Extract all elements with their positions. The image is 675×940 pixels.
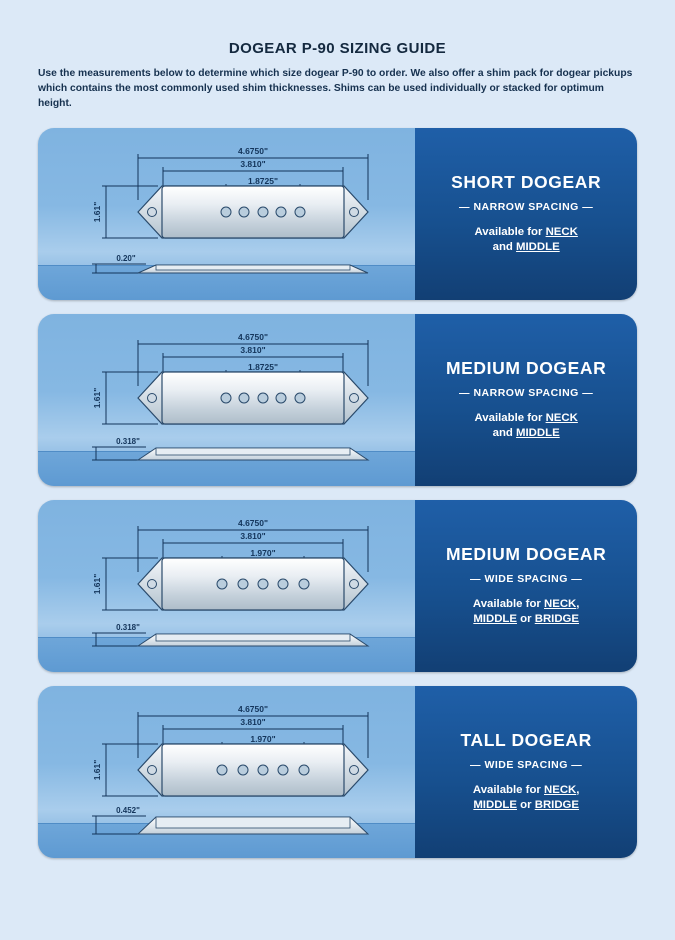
card-spacing: — WIDE SPACING — [470,572,583,585]
avail-link-middle[interactable]: MIDDLE [516,241,560,254]
svg-text:0.318": 0.318" [116,622,140,632]
avail-link-middle[interactable]: MIDDLE [516,427,560,440]
card-spacing: — WIDE SPACING — [470,758,583,771]
avail-line2-mid: or [516,613,535,626]
card-spacing: — NARROW SPACING — [459,386,594,399]
avail-line2-prefix: and [492,241,517,254]
intro-text: Use the measurements below to determine which size dogear P-90 to order. We also offer a shim pack for dogear pickups which contains the most commonly used shim thicknesses. Shims can be used individually or stacked for optimum height. [38,68,633,109]
avail-line1-suffix: , [576,597,580,610]
card-availability [473,597,580,628]
card-short-dogear[interactable] [38,128,637,300]
svg-text:0.452": 0.452" [116,805,140,815]
diagram-panel [38,314,415,486]
pickup-drawing [38,500,415,672]
card-title: MEDIUM DOGEAR [445,543,607,564]
svg-text:1.8725": 1.8725" [247,175,279,186]
card-list [38,128,637,858]
card-availability [473,783,580,814]
avail-link-middle[interactable]: MIDDLE [473,799,517,812]
svg-text:1.970": 1.970" [250,733,276,744]
card-availability [474,225,577,256]
svg-text:4.6750": 4.6750" [237,145,269,156]
avail-line2-mid: or [516,799,535,812]
card-title: MEDIUM DOGEAR [445,357,607,378]
svg-text:1.970": 1.970" [250,547,276,558]
card-spacing: — NARROW SPACING — [459,200,594,213]
diagram-panel [38,128,415,300]
svg-text:0.318": 0.318" [116,436,140,446]
svg-text:4.6750": 4.6750" [237,517,269,528]
svg-text:1.61": 1.61" [92,573,102,595]
svg-text:3.810": 3.810" [240,716,266,727]
pickup-drawing [38,686,415,858]
svg-text:3.810": 3.810" [240,158,266,169]
svg-text:0.20": 0.20" [116,253,136,263]
avail-line2-prefix: and [492,427,517,440]
card-tall-dogear[interactable] [38,686,637,858]
avail-prefix: Available for [472,783,544,796]
pickup-drawing [38,314,415,486]
svg-text:4.6750": 4.6750" [237,331,269,342]
sizing-guide-page [0,40,675,940]
svg-text:1.61": 1.61" [92,201,102,223]
card-title: SHORT DOGEAR [451,171,602,192]
diagram-panel [38,686,415,858]
avail-prefix: Available for [474,225,546,238]
card-info-panel [415,500,637,672]
avail-link-neck[interactable]: NECK [544,783,577,796]
svg-text:4.6750": 4.6750" [237,703,269,714]
card-info-panel [415,686,637,858]
avail-prefix: Available for [474,411,546,424]
svg-text:3.810": 3.810" [240,344,266,355]
card-title: TALL DOGEAR [460,729,592,750]
avail-link-neck[interactable]: NECK [545,411,578,424]
svg-text:3.810": 3.810" [240,530,266,541]
card-info-panel [415,314,637,486]
svg-text:1.61": 1.61" [92,387,102,409]
card-info-panel [415,128,637,300]
avail-link-neck[interactable]: NECK [545,225,578,238]
avail-link-bridge[interactable]: BRIDGE [534,613,580,626]
svg-text:1.8725": 1.8725" [247,361,279,372]
avail-link-neck[interactable]: NECK [544,597,577,610]
avail-line1-suffix: , [576,783,580,796]
avail-prefix: Available for [472,597,544,610]
card-medium-dogear-narrow[interactable] [38,314,637,486]
avail-link-middle[interactable]: MIDDLE [473,613,517,626]
card-medium-dogear-wide[interactable] [38,500,637,672]
svg-text:1.61": 1.61" [92,759,102,781]
avail-link-bridge[interactable]: BRIDGE [534,799,580,812]
pickup-drawing [38,128,415,300]
card-availability [474,411,577,442]
page-title: DOGEAR P-90 SIZING GUIDE [228,40,447,57]
diagram-panel [38,500,415,672]
